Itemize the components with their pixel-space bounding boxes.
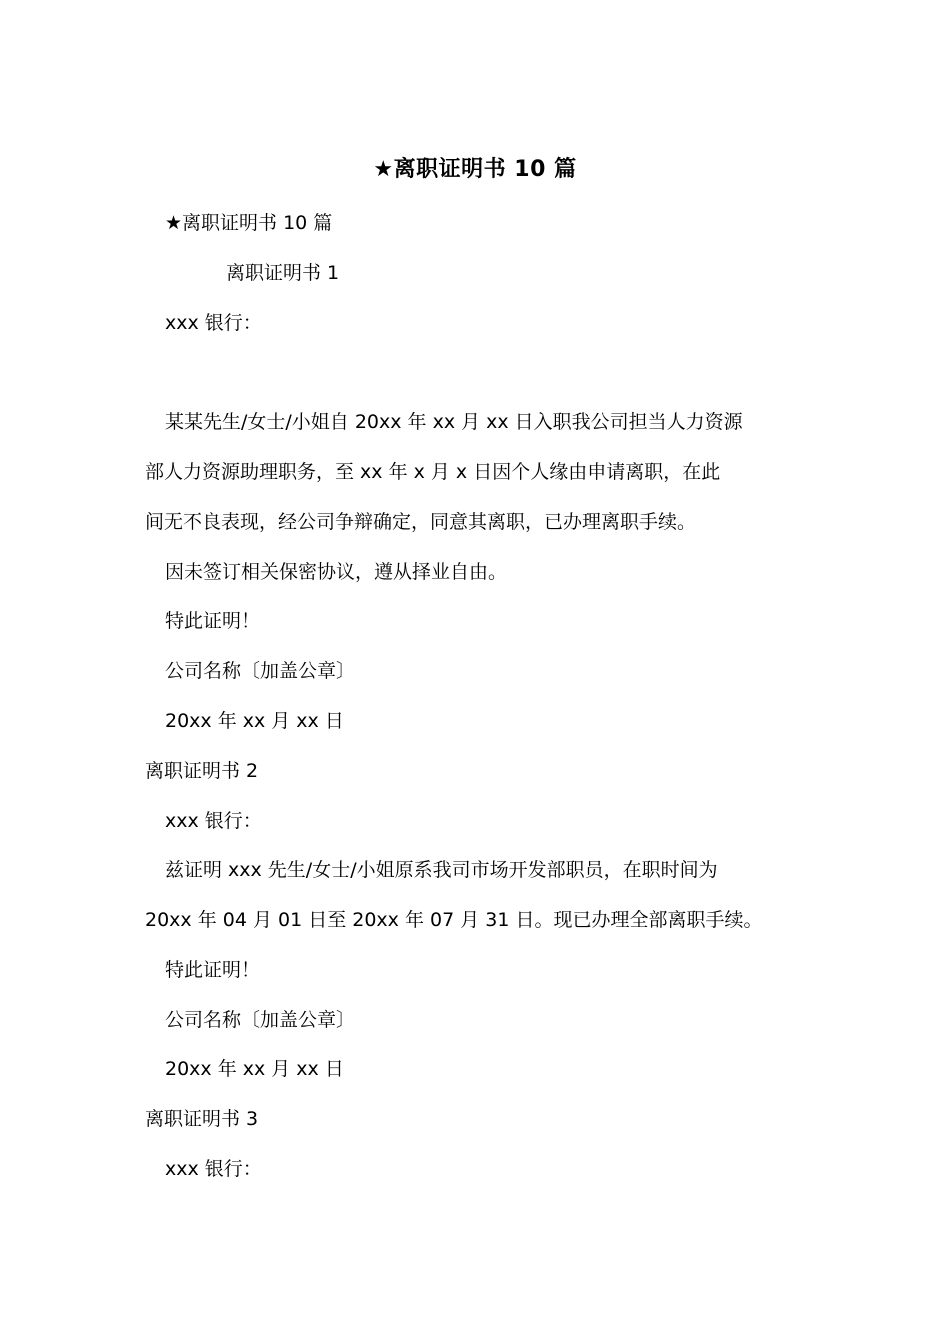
cert1-paragraph-line: 间无不良表现，经公司争辩确定，同意其离职，已办理离职手续。 <box>145 511 697 533</box>
cert1-heading: 离职证明书 1 <box>226 262 340 284</box>
cert2-heading: 离职证明书 2 <box>145 760 259 782</box>
cert1-date: 20xx 年 xx 月 xx 日 <box>165 710 344 732</box>
cert2-addressee: xxx 银行： <box>165 810 262 832</box>
cert2-company: 公司名称〔加盖公章〕 <box>165 1009 356 1031</box>
document-subtitle: ★离职证明书 10 篇 <box>165 212 333 234</box>
cert2-date: 20xx 年 xx 月 xx 日 <box>165 1058 344 1080</box>
cert1-paragraph-line: 某某先生/女士/小姐自 20xx 年 xx 月 xx 日入职我公司担当人力资源 <box>165 411 743 433</box>
cert2-paragraph-line: 20xx 年 04 月 01 日至 20xx 年 07 月 31 日。现已办理全部离职手续。 <box>145 909 763 931</box>
cert2-paragraph-line: 兹证明 xxx 先生/女士/小姐原系我司市场开发部职员，在职时间为 <box>165 859 718 881</box>
cert1-addressee: xxx 银行： <box>165 312 262 334</box>
cert3-addressee: xxx 银行： <box>165 1158 262 1180</box>
cert2-closing: 特此证明！ <box>165 959 261 981</box>
document-title: ★离职证明书 10 篇 <box>373 157 577 182</box>
cert1-company: 公司名称〔加盖公章〕 <box>165 660 356 682</box>
cert1-paragraph-line: 部人力资源助理职务，至 xx 年 x 月 x 日因个人缘由申请离职，在此 <box>145 461 721 483</box>
cert1-closing: 特此证明！ <box>165 610 261 632</box>
cert3-heading: 离职证明书 3 <box>145 1108 259 1130</box>
cert1-paragraph-2: 因未签订相关保密协议，遵从择业自由。 <box>165 561 508 583</box>
